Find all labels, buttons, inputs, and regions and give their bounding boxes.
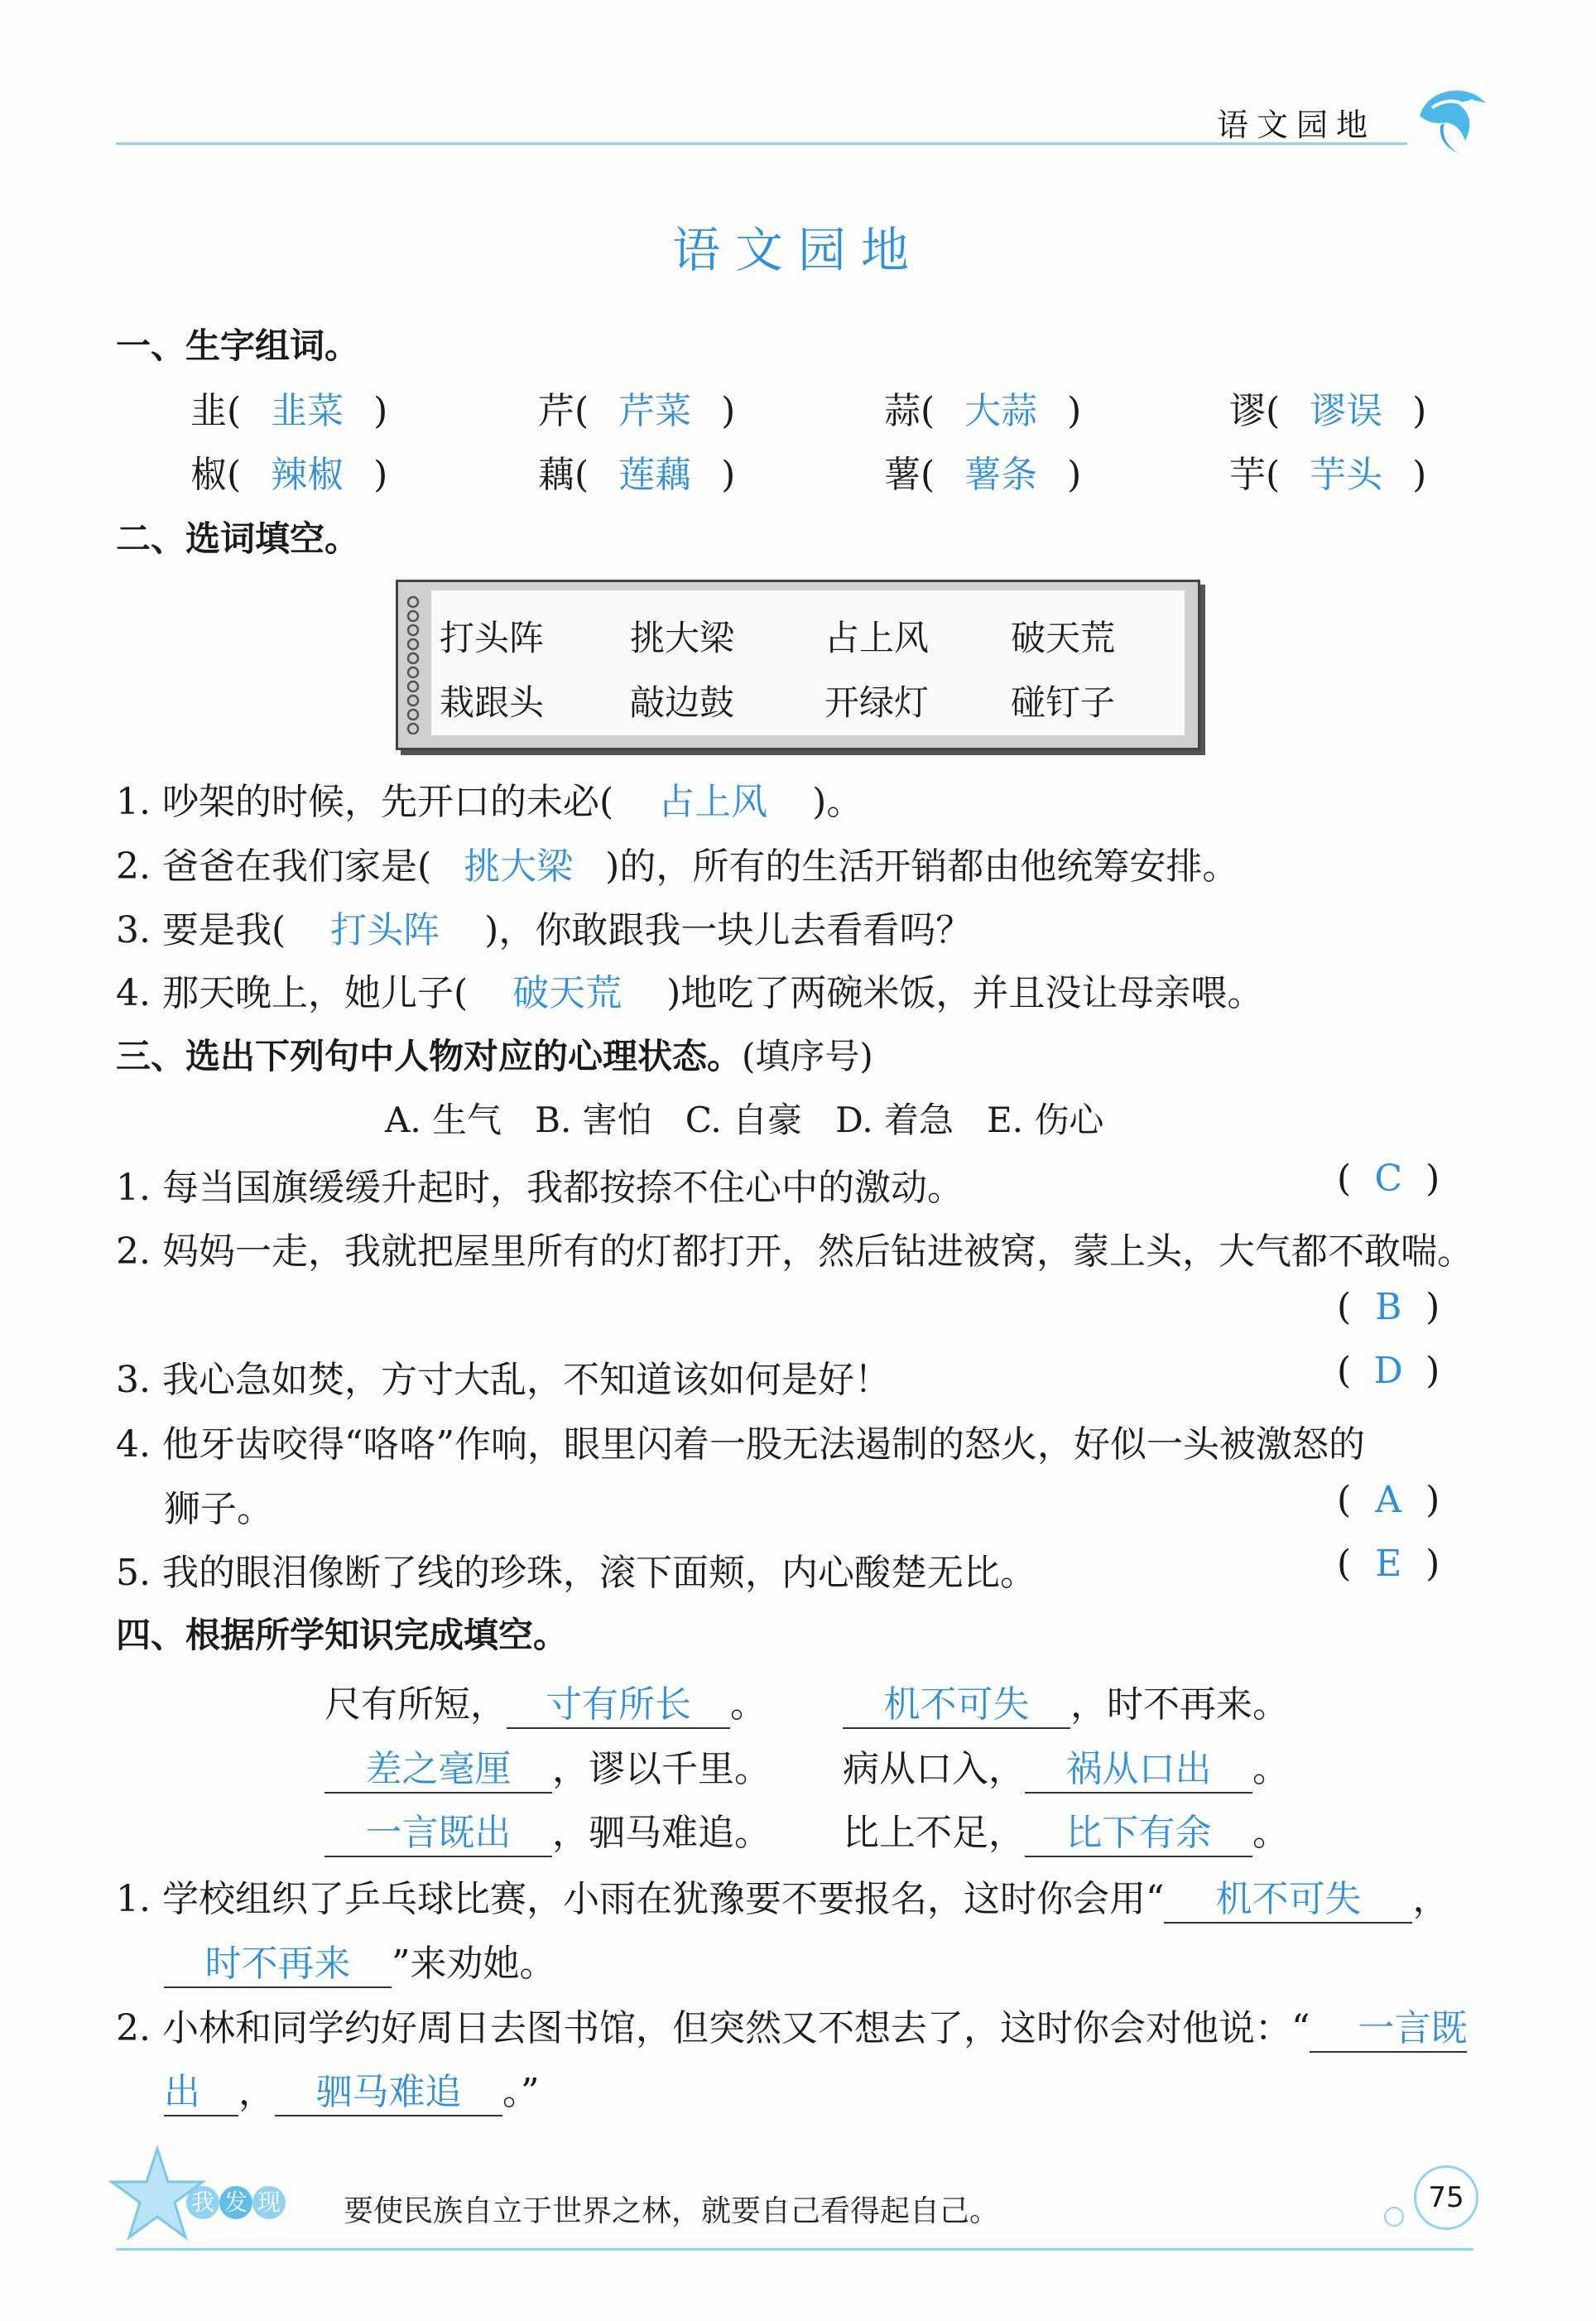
section-1-title: 一、生字组词。 [116,325,360,366]
fill-answer: 机不可失 [843,1674,1070,1729]
idiom-fill: 一言既出 ，驷马难追。 [324,1803,771,1857]
idiom-fill: 比上不足， 比下有余 。 [843,1803,1289,1857]
vocab-answer: 薯条 [964,454,1038,496]
section-2-title: 二、选词填空。 [116,518,360,559]
vocab-item: 谬( 谬误 ) [1229,381,1426,434]
s3-answer-3: ( D ) [1337,1350,1440,1392]
page-title: 语文园地 [671,222,924,278]
vocab-answer: 辣椒 [271,454,344,496]
mood-options: A. 生气 B. 害怕 C. 自豪 D. 着急 E. 伤心 [385,1100,1104,1140]
vocab-answer: 莲藕 [618,454,692,496]
vocab-item: 薯( 薯条 ) [884,445,1081,498]
footer-rule [116,2248,1473,2251]
discovery-badge: 我 发 现 [186,2186,286,2219]
word-box [396,580,1200,750]
fill-answer: 一言既出 [324,1803,552,1857]
footer-bubble-icon [1384,2207,1404,2227]
vocab-item: 芹( 芹菜 ) [538,381,735,434]
vocab-item: 芋( 芋头 ) [1229,445,1426,498]
fill-answer: 差之毫厘 [324,1739,552,1794]
fill-answer: 时不再来 [164,1933,392,1988]
s2-question-3: 3. 要是我( 打头阵 )，你敢跟我一块儿去看看吗？ [116,900,972,953]
fill-answer: 寸有所长 [507,1674,730,1729]
word-option: 敲边鼓 [630,682,735,723]
s3-question-4-cont: 狮子。 [164,1488,273,1530]
s3-answer-5: ( E ) [1337,1543,1440,1585]
s3-question-3: 3. 我心急如焚，方寸大乱，不知道该如何是好！ [116,1359,891,1401]
vocab-answer: 谬误 [1310,390,1383,432]
vocab-item: 椒( 辣椒 ) [190,445,387,498]
vocab-item: 蒜( 大蒜 ) [884,381,1081,434]
s3-answer-4: ( A ) [1337,1479,1440,1521]
fill-answer: 驷马难追 [275,2062,502,2116]
section-4-title: 四、根据所学知识完成填空。 [116,1615,569,1655]
s4-question-1-cont: 时不再来 ”来劝她。 [164,1933,556,1988]
section-3-title: 三、选出下列句中人物对应的心理状态。(填序号) [116,1036,873,1076]
fill-answer: 一言既 [1310,1998,1467,2053]
s2-question-1: 1. 吵架的时候，先开口的未必( 占上风 )。 [116,772,863,825]
fill-answer: 祸从口出 [1025,1739,1252,1794]
word-option: 占上风 [824,618,930,658]
s3-answer-2: ( B ) [1337,1286,1440,1328]
fill-answer: 比下有余 [1025,1803,1252,1857]
s2-question-2: 2. 爸爸在我们家是( 挑大梁 )的，所有的生活开销都由他统筹安排。 [116,836,1238,889]
footer-quote: 要使民族自立于世界之林，就要自己看得起自己。 [344,2194,1000,2228]
fill-answer: 挑大梁 [464,845,574,888]
fill-answer: 出 [164,2062,238,2116]
word-option: 碰钉子 [1011,682,1116,723]
s2-question-4: 4. 那天晚上，她儿子( 破天荒 )地吃了两碗米饭，并且没让母亲喂。 [116,963,1263,1016]
idiom-fill: 机不可失 ，时不再来。 [843,1674,1289,1729]
idiom-fill: 病从口入， 祸从口出 。 [843,1739,1289,1794]
s4-question-2-cont: 出 ， 驷马难追 。” [164,2062,540,2116]
vocab-item: 藕( 莲藕 ) [538,445,735,498]
word-option: 破天荒 [1011,618,1116,658]
vocab-item: 韭( 韭菜 ) [190,381,387,434]
vocab-answer: 芋头 [1310,454,1383,496]
s3-answer-1: ( C ) [1337,1158,1440,1200]
vocab-answer: 大蒜 [964,390,1038,432]
fill-answer: 打头阵 [330,909,440,951]
fill-answer: 占上风 [658,781,768,823]
word-option: 挑大梁 [630,618,735,658]
header-label: 语文园地 [1217,107,1377,143]
dolphin-icon [1407,75,1498,157]
s3-question-5: 5. 我的眼泪像断了线的珍珠，滚下面颊，内心酸楚无比。 [116,1552,1036,1594]
s3-question-1: 1. 每当国旗缓缓升起时，我都按捺不住心中的激动。 [116,1167,964,1209]
idiom-fill: 差之毫厘 ，谬以千里。 [324,1739,771,1794]
s4-question-1: 1. 学校组织了乒乓球比赛，小雨在犹豫要不要报名，这时你会用“ 机不可失 ， [116,1869,1449,1924]
header-rule [116,142,1407,145]
vocab-answer: 韭菜 [271,390,344,432]
word-option: 打头阵 [440,618,545,658]
fill-answer: 机不可失 [1164,1869,1412,1924]
s3-question-4: 4. 他牙齿咬得“咯咯”作响，眼里闪着一股无法遏制的怒火，好似一头被激怒的 [116,1423,1365,1466]
s4-question-2: 2. 小林和同学约好周日去图书馆，但突然又不想去了，这时你会对他说：“ 一言既 [116,1998,1467,2053]
notebook-rings [405,594,421,734]
word-option: 开绿灯 [824,682,930,723]
fill-answer: 破天荒 [512,972,623,1014]
word-option: 栽跟头 [440,682,545,723]
page-number: 75 [1414,2165,1478,2230]
vocab-answer: 芹菜 [618,390,692,432]
s3-question-2: 2. 妈妈一走，我就把屋里所有的灯都打开，然后钻进被窝，蒙上头，大气都不敢喘。 [116,1230,1473,1273]
idiom-fill: 尺有所短， 寸有所长 。 [324,1674,767,1729]
